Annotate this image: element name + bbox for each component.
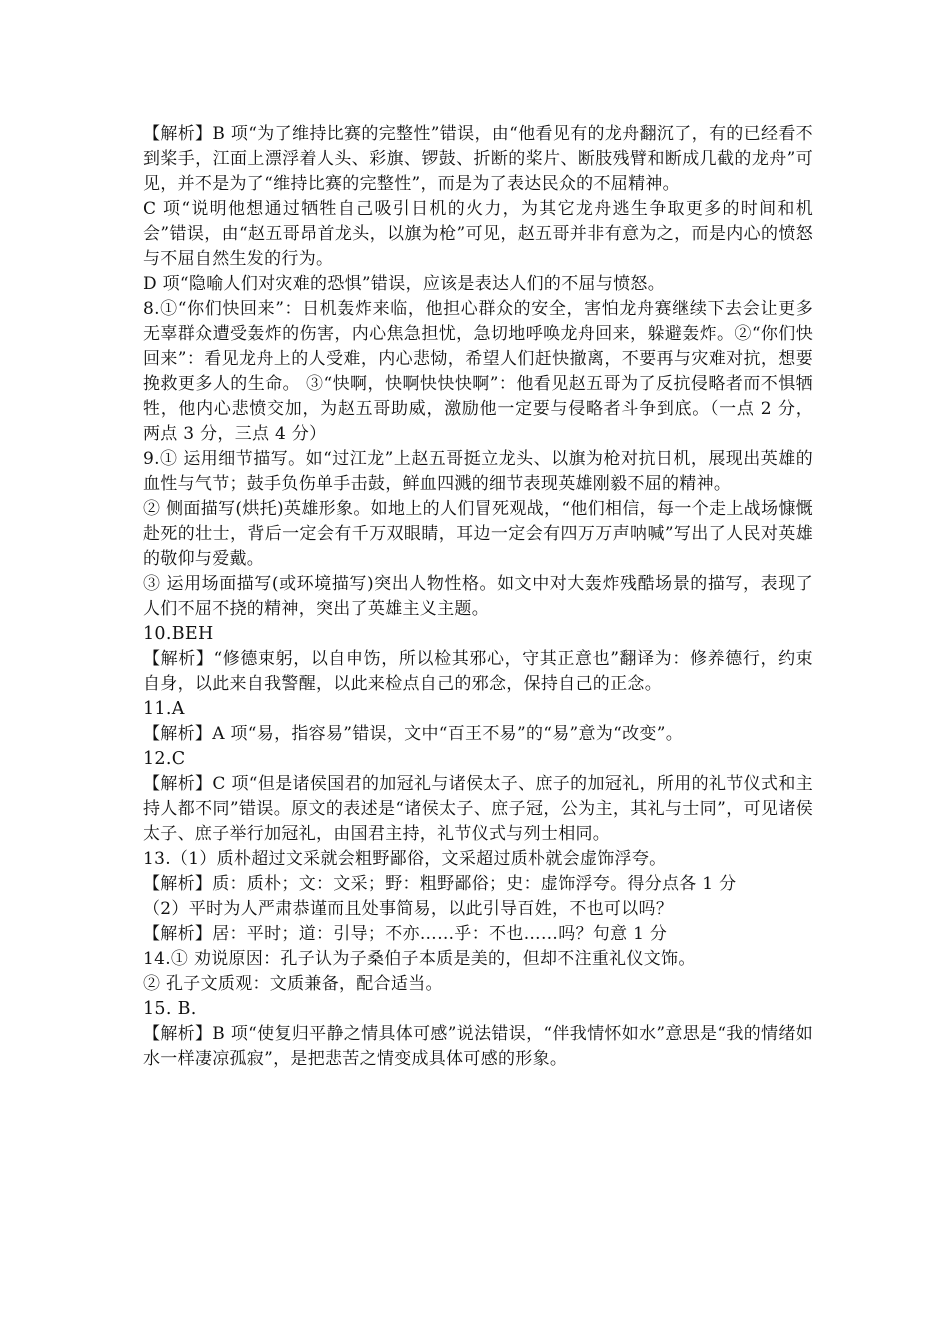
answer-15: 15. B. <box>143 999 197 1019</box>
answer-14-2: ② 孔子文质观：文质兼备，配合适当。 <box>143 974 443 994</box>
analysis-15: 【解析】B 项“使复归平静之情具体可感”说法错误，“伴我情怀如水”意思是“我的情绪如水一样凄凉孤寂”，是把悲苦之情变成具体可感的形象。 <box>143 1024 813 1069</box>
answer-document <box>143 122 813 1072</box>
answer-8: 8.①“你们快回来”：日机轰炸来临，他担心群众的安全，害怕龙舟赛继续下去会让更多无辜群众遭受轰炸的伤害，内心焦急担忧，急切地呼唤龙舟回来，躲避轰炸。②“你们快回来”：看见龙舟上的人受难，内心悲恸，希望人们赶快撤离，不要再与灾难对抗，想要挽救更多人的生命。 ③“快啊，快啊快快快啊”：他看见赵五哥为了反抗侵略者而不惧牺牲，他内心悲愤交加，为赵五哥助威，激励他一定要与侵略者斗争到底。（一点 2 分，两点 3 分，三点 4 分） <box>143 299 813 444</box>
answer-10: 10.BEH <box>143 624 214 644</box>
analysis-11: 【解析】A 项“易，指容易”错误，文中“百王不易”的“易”意为“改变”。 <box>143 724 684 744</box>
answer-11: 11.A <box>143 699 185 719</box>
answer-12: 12.C <box>143 749 186 769</box>
answer-13-2: （2）平时为人严肃恭谨而且处事简易，以此引导百姓，不也可以吗？ <box>143 899 674 919</box>
analysis-10: 【解析】“修德束躬，以自申饬，所以检其邪心，守其正意也”翻译为：修养德行，约束自身，以此来自我警醒，以此来检点自己的邪念，保持自己的正念。 <box>143 649 813 694</box>
analysis-7-c: C 项“说明他想通过牺牲自己吸引日机的火力，为其它龙舟逃生争取更多的时间和机会”错误，由“赵五哥昂首龙头，以旗为枪”可见，赵五哥并非有意为之，而是内心的愤怒与不屈自然生发的行为。 <box>143 199 813 269</box>
answer-14-1: 14.① 劝说原因：孔子认为子桑伯子本质是美的，但却不注重礼仪文饰。 <box>143 949 696 969</box>
answer-9-1: 9.① 运用细节描写。如“过江龙”上赵五哥挺立龙头、以旗为枪对抗日机，展现出英雄的血性与气节；鼓手负伤单手击鼓，鲜血四溅的细节表现英雄刚毅不屈的精神。 <box>143 449 813 494</box>
analysis-7-d: D 项“隐喻人们对灾难的恐惧”错误，应该是表达人们的不屈与愤怒。 <box>143 274 666 294</box>
analysis-13-2: 【解析】居：平时；道：引导；不亦……乎：不也……吗？句意 1 分 <box>143 924 668 944</box>
analysis-12: 【解析】C 项“但是诸侯国君的加冠礼与诸侯太子、庶子的加冠礼，所用的礼节仪式和主持人都不同”错误。原文的表述是“诸侯太子、庶子冠，公为主，其礼与士同”，可见诸侯太子、庶子举行加冠礼，由国君主持，礼节仪式与列士相同。 <box>143 774 813 844</box>
answer-9-2: ② 侧面描写(烘托)英雄形象。如地上的人们冒死观战，“他们相信，每一个走上战场慷慨赴死的壮士，背后一定会有千万双眼睛，耳边一定会有四万万声呐喊”写出了人民对英雄的敬仰与爱戴。 <box>143 499 813 569</box>
answer-9-3: ③ 运用场面描写(或环境描写)突出人物性格。如文中对大轰炸残酷场景的描写，表现了人们不屈不挠的精神，突出了英雄主义主题。 <box>143 574 813 619</box>
answer-13-1: 13.（1）质朴超过文采就会粗野鄙俗，文采超过质朴就会虚饰浮夸。 <box>143 849 667 869</box>
analysis-13-1: 【解析】质：质朴；文：文采；野：粗野鄙俗；史：虚饰浮夸。得分点各 1 分 <box>143 874 737 894</box>
analysis-7-b: 【解析】B 项“为了维持比赛的完整性”错误，由“他看见有的龙舟翻沉了，有的已经看不到桨手，江面上漂浮着人头、彩旗、锣鼓、折断的桨片、断肢残臂和断成几截的龙舟”可见，并不是为了“维持比赛的完整性”，而是为了表达民众的不屈精神。 <box>143 124 813 194</box>
